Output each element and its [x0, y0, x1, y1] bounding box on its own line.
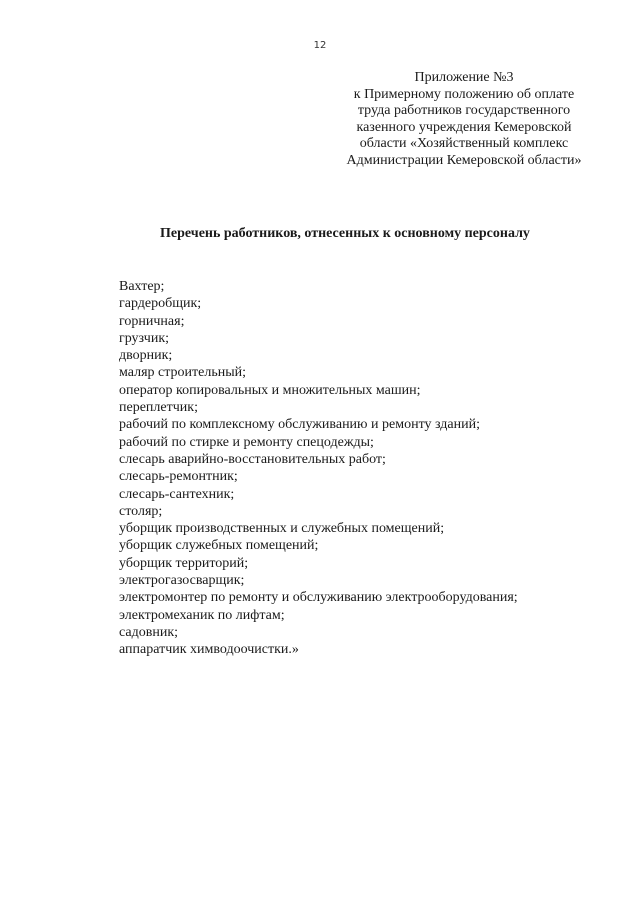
list-item: переплетчик; [119, 400, 198, 416]
page-number: 12 [313, 40, 327, 51]
list-item: оператор копировальных и множительных машин; [119, 382, 421, 398]
list-item: столяр; [119, 503, 163, 519]
list-item: электромонтер по ремонту и обслуживанию электрооборудования; [119, 590, 518, 606]
appendix-line: Администрации Кемеровской области» [346, 152, 582, 168]
list-item: уборщик производственных и служебных помещений; [119, 521, 445, 537]
list-item: рабочий по стирке и ремонту спецодежды; [119, 434, 374, 450]
document-title: Перечень работников, отнесенных к основному персоналу [160, 226, 530, 241]
list-item: Вахтер; [119, 279, 165, 294]
list-item: слесарь-сантехник; [119, 486, 235, 502]
list-item: садовник; [119, 624, 179, 640]
appendix-line: труда работников государственного [357, 103, 571, 119]
appendix-line: к Примерному положению об оплате [353, 86, 575, 102]
appendix-line: Приложение №3 [414, 70, 514, 85]
list-item: электромеханик по лифтам; [119, 607, 285, 623]
appendix-line: области «Хозяйственный комплекс [359, 136, 569, 152]
appendix-note [330, 70, 598, 170]
list-item: слесарь-ремонтник; [119, 469, 238, 485]
list-item: дворник; [119, 348, 173, 364]
list-item: маляр строительный; [119, 365, 247, 381]
list-item: рабочий по комплексному обслуживанию и ремонту зданий; [119, 417, 480, 433]
list-item: гардеробщик; [119, 296, 202, 312]
list-item: слесарь аварийно-восстановительных работ; [119, 451, 386, 467]
appendix-line: казенного учреждения Кемеровской [356, 119, 572, 135]
list-item: горничная; [119, 313, 185, 329]
list-item: электрогазосварщик; [119, 573, 245, 589]
list-item: уборщик служебных помещений; [119, 538, 319, 554]
list-item: грузчик; [119, 330, 170, 346]
list-item: аппаратчик химводоочистки.» [119, 642, 299, 658]
list-item: уборщик территорий; [119, 555, 249, 571]
positions-list [119, 278, 518, 659]
